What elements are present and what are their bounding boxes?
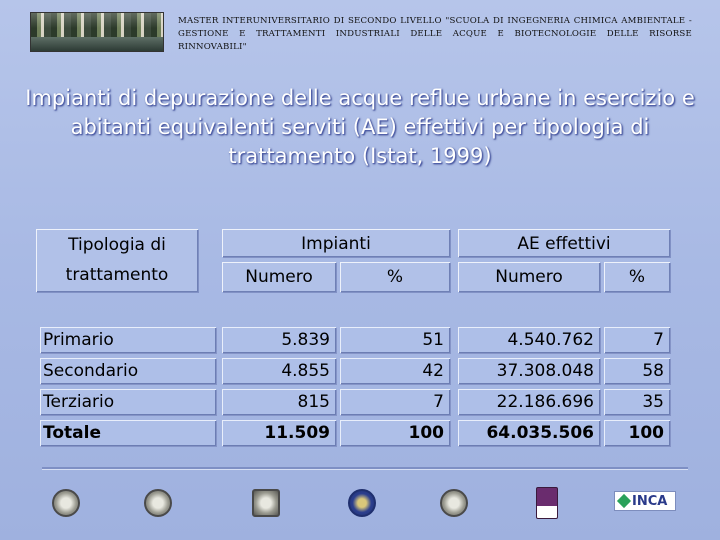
header-tipologia-line2: trattamento bbox=[65, 265, 169, 285]
inca-label: INCA bbox=[632, 494, 668, 509]
header-tipologia-line1: Tipologia di bbox=[68, 235, 166, 255]
table-cell-impianti-numero-total: 11.509 bbox=[222, 420, 336, 446]
footer-divider bbox=[42, 467, 688, 470]
header-impianti-numero: Numero bbox=[245, 267, 313, 287]
table-row-label: Terziario bbox=[40, 389, 216, 415]
header-ae-numero: Numero bbox=[495, 267, 563, 287]
university-seal-icon bbox=[144, 489, 172, 517]
table-cell-impianti-percent: 42 bbox=[340, 358, 450, 384]
table-cell-impianti-percent: 51 bbox=[340, 327, 450, 353]
table-row-label-total: Totale bbox=[40, 420, 216, 446]
table-cell-impianti-percent-total: 100 bbox=[340, 420, 450, 446]
table-cell-impianti-numero: 5.839 bbox=[222, 327, 336, 353]
university-seal-icon bbox=[440, 489, 468, 517]
header-ae-effettivi: AE effettivi bbox=[517, 234, 611, 254]
table-cell-ae-numero: 22.186.696 bbox=[458, 389, 600, 415]
table-cell-ae-percent: 35 bbox=[604, 389, 670, 415]
header-photo-logo bbox=[30, 12, 164, 52]
table-cell-ae-percent-total: 100 bbox=[604, 420, 670, 446]
master-header-text: MASTER INTERUNIVERSITARIO DI SECONDO LIVELLO "SCUOLA DI INGEGNERIA CHIMICA AMBIENTALE - GESTIONE E TRATTAMENTI INDUSTRIALI DELLE ACQUE E BIOTECNOLOGIE DELLE RISORSE RINNOVABILI" bbox=[178, 16, 692, 52]
table-cell-ae-percent: 58 bbox=[604, 358, 670, 384]
university-seal-icon bbox=[252, 489, 280, 517]
table-cell-ae-percent: 7 bbox=[604, 327, 670, 353]
table-cell-ae-numero: 4.540.762 bbox=[458, 327, 600, 353]
university-crest-icon bbox=[536, 487, 558, 519]
header-impianti-percent: % bbox=[386, 267, 404, 287]
inca-mark-icon bbox=[617, 494, 631, 508]
table-cell-ae-numero: 37.308.048 bbox=[458, 358, 600, 384]
header-ae-percent: % bbox=[628, 267, 646, 287]
header-impianti: Impianti bbox=[301, 234, 371, 254]
table-cell-impianti-numero: 815 bbox=[222, 389, 336, 415]
table-row-label: Secondario bbox=[40, 358, 216, 384]
slide-title: Impianti di depurazione delle acque reflue urbane in esercizio e abitanti equivalenti serviti (AE) effettivi per tipologia di trattamento (Istat, 1999) bbox=[25, 86, 695, 168]
inca-logo bbox=[614, 491, 676, 511]
table-row-label: Primario bbox=[40, 327, 216, 353]
university-seal-icon bbox=[348, 489, 376, 517]
university-seal-icon bbox=[52, 489, 80, 517]
table-cell-impianti-percent: 7 bbox=[340, 389, 450, 415]
table-cell-impianti-numero: 4.855 bbox=[222, 358, 336, 384]
table-cell-ae-numero-total: 64.035.506 bbox=[458, 420, 600, 446]
